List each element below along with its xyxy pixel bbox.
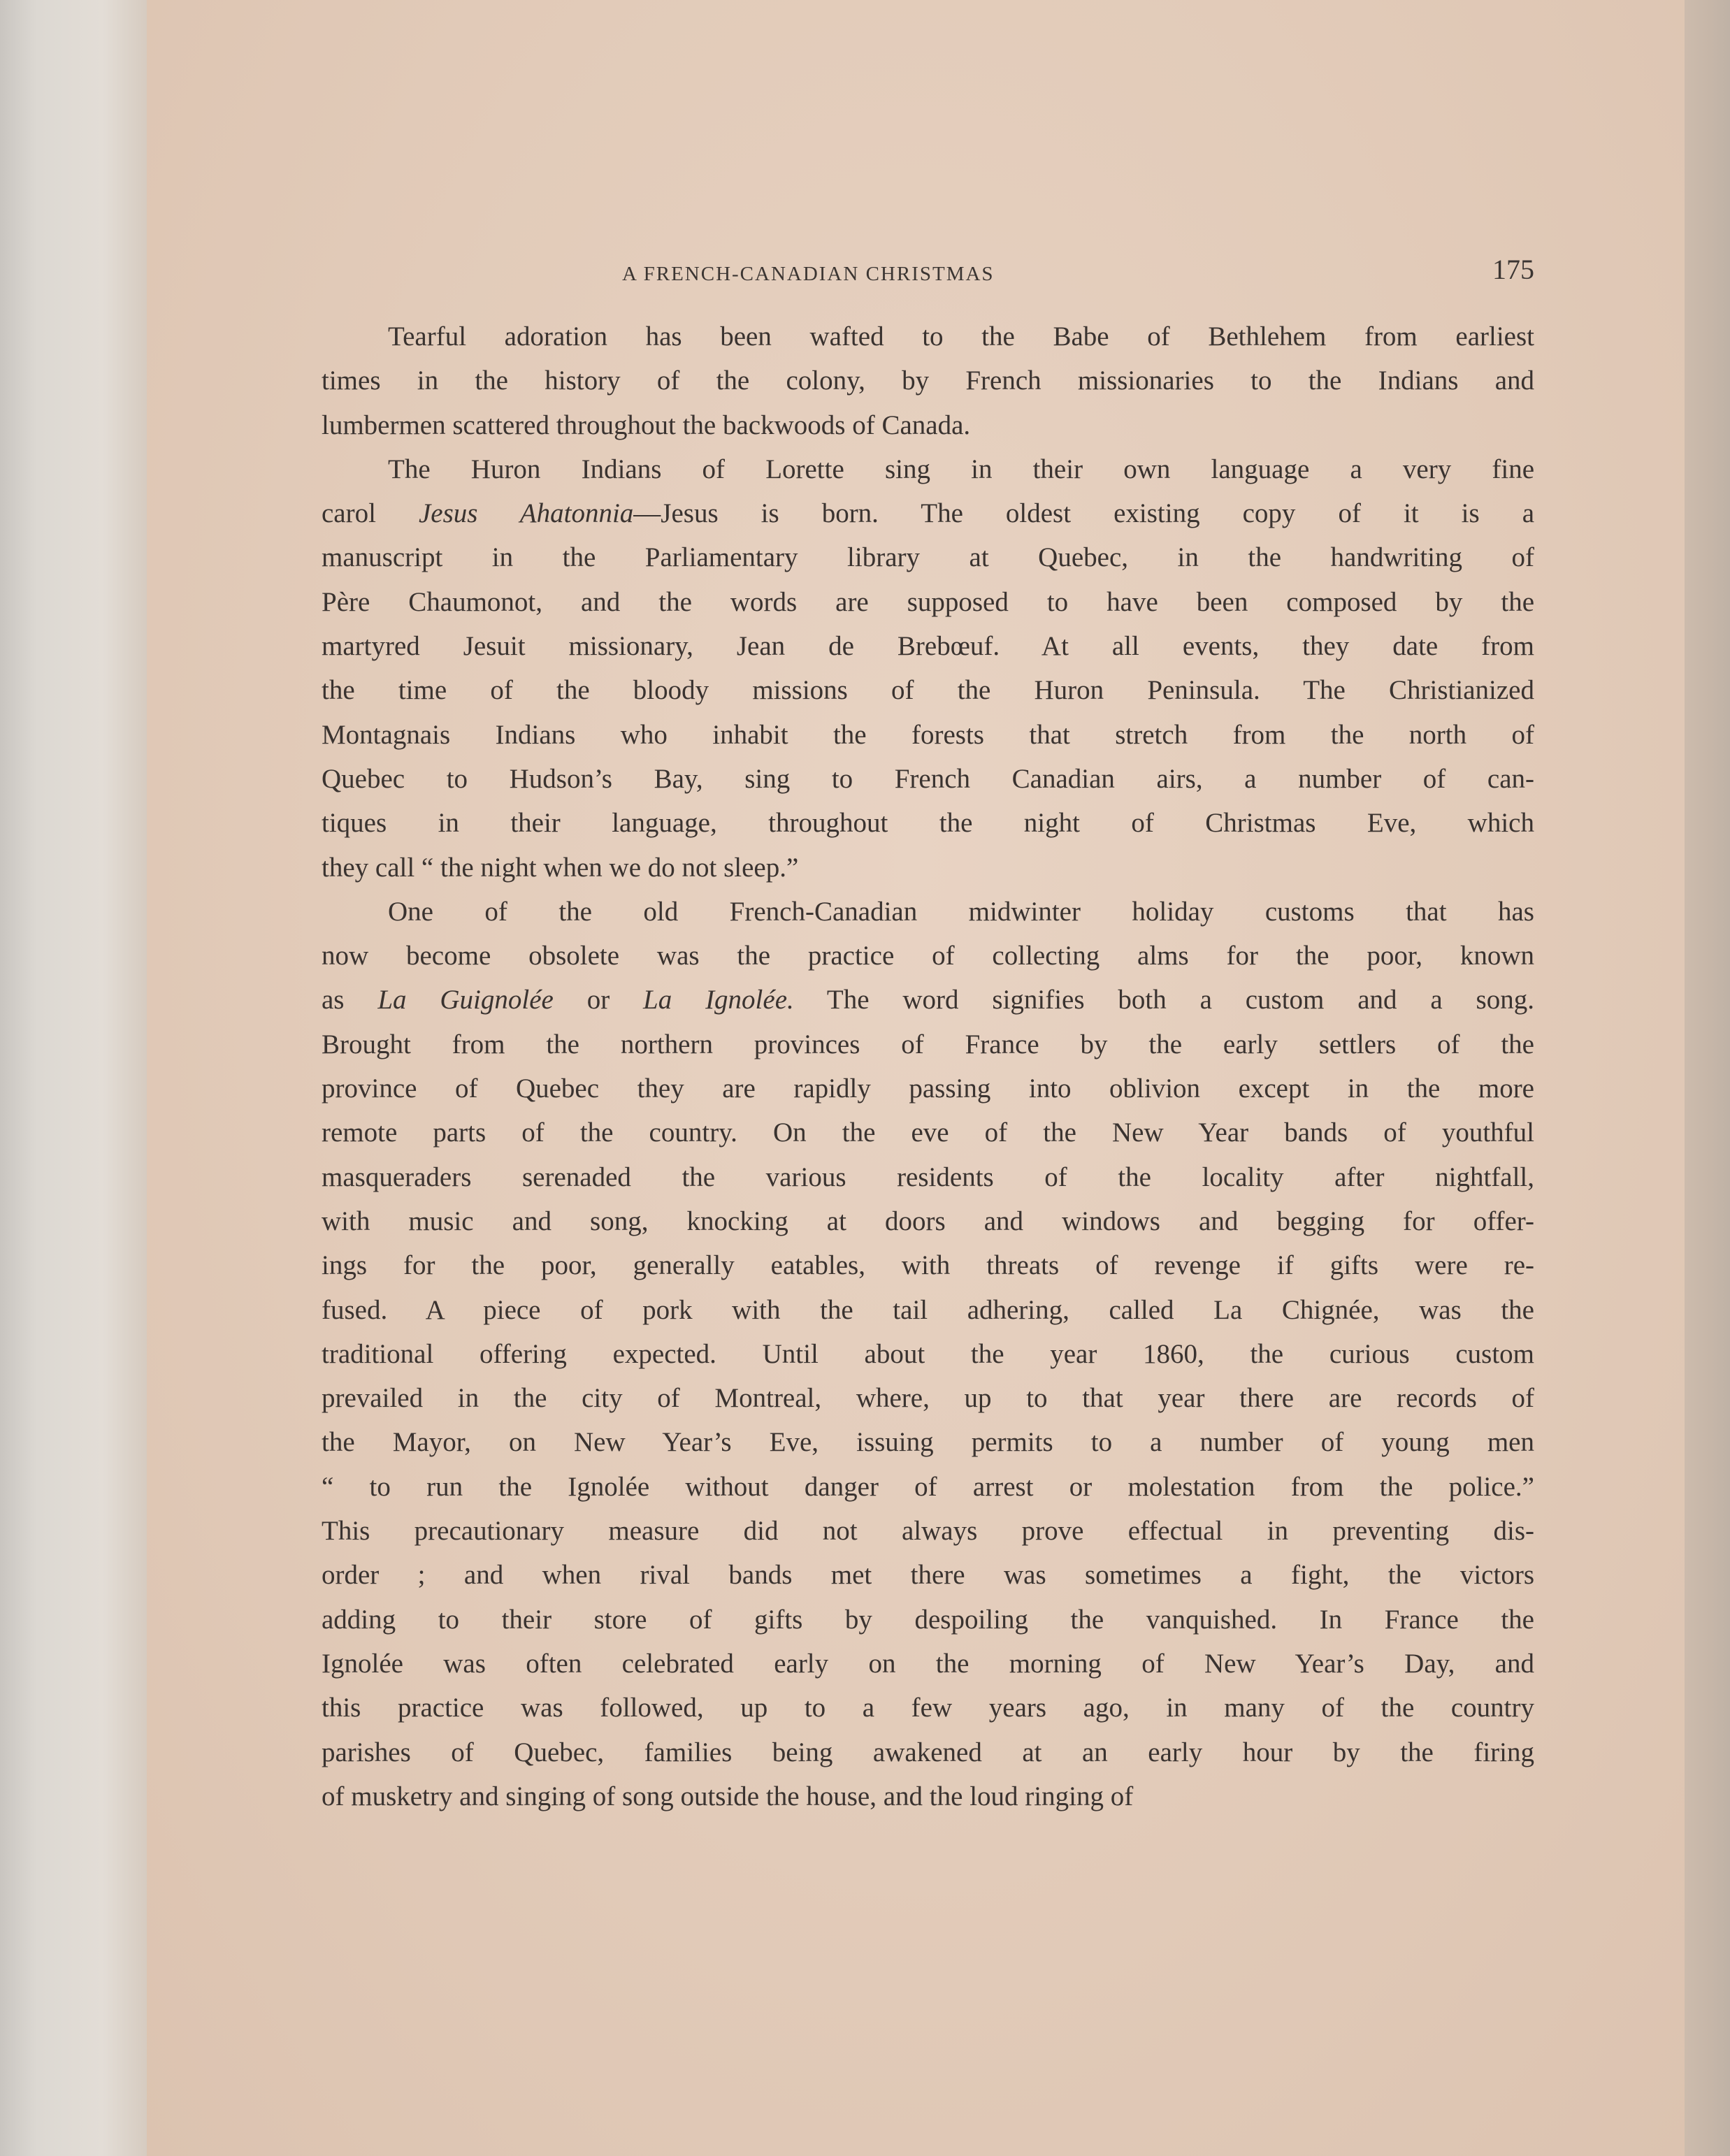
left-page-edge — [0, 0, 147, 2156]
text-line: order ; and when rival bands met there was sometimes a fight, the victors — [322, 1560, 1534, 1591]
text-line: Montagnais Indians who inhabit the forests that stretch from the north of — [322, 719, 1534, 750]
paragraph — [322, 314, 1534, 447]
text-line: of musketry and singing of song outside the house, and the loud ringing of — [322, 1781, 1134, 1811]
text-line: now become obsolete was the practice of collecting alms for the poor, known — [322, 941, 1534, 971]
text-line: One of the old French-Canadian midwinter holiday customs that has — [388, 896, 1534, 927]
text-line: traditional offering expected. Until about the year 1860, the curious custom — [322, 1338, 1534, 1369]
text-line: province of Quebec they are rapidly passing into oblivion except in the more — [322, 1073, 1534, 1104]
right-page-edge — [1681, 0, 1730, 2156]
text-line: with music and song, knocking at doors and windows and begging for offer- — [322, 1206, 1534, 1236]
text-line: “ to run the Ignolée without danger of arrest or molestation from the police.” — [322, 1471, 1534, 1502]
running-title: A FRENCH-CANADIAN CHRISTMAS — [622, 263, 995, 285]
text-line: Père Chaumonot, and the words are supposed to have been composed by the — [322, 586, 1534, 617]
text-line: manuscript in the Parliamentary library at Quebec, in the handwriting of — [322, 542, 1534, 573]
text-line: carol Jesus Ahatonnia—Jesus is born. The oldest existing copy of it is a — [322, 498, 1534, 529]
text-line: parishes of Quebec, families being awakened at an early hour by the firing — [322, 1737, 1534, 1767]
text-line: fused. A piece of pork with the tail adhering, called La Chignée, was the — [322, 1294, 1534, 1325]
page-sheet — [147, 0, 1685, 2156]
text-line: they call “ the night when we do not sleep.” — [322, 852, 799, 883]
text-line: Brought from the northern provinces of France by the early settlers of the — [322, 1029, 1534, 1059]
text-line: Quebec to Hudson’s Bay, sing to French Canadian airs, a number of can- — [322, 763, 1534, 794]
text-line: The Huron Indians of Lorette sing in their own language a very fine — [388, 454, 1534, 484]
text-line: martyred Jesuit missionary, Jean de Brebœuf. At all events, they date from — [322, 631, 1534, 662]
paragraph — [322, 447, 1534, 890]
page-number: 175 — [1492, 254, 1534, 285]
text-line: lumbermen scattered throughout the backwoods of Canada. — [322, 410, 971, 440]
text-line: Tearful adoration has been wafted to the Babe of Bethlehem from earliest — [388, 321, 1534, 352]
text-line: This precautionary measure did not always prove effectual in preventing dis- — [322, 1516, 1534, 1547]
text-line: this practice was followed, up to a few years ago, in many of the country — [322, 1693, 1534, 1723]
text-line: as La Guignolée or La Ignolée. The word signifies both a custom and a song. — [322, 985, 1534, 1015]
paragraph — [322, 890, 1534, 1818]
text-line: times in the history of the colony, by French missionaries to the Indians and — [322, 366, 1534, 396]
text-line: prevailed in the city of Montreal, where, up to that year there are records of — [322, 1383, 1534, 1414]
body-text — [322, 314, 1534, 1818]
text-line: Ignolée was often celebrated early on the morning of New Year’s Day, and — [322, 1648, 1534, 1679]
text-line: the Mayor, on New Year’s Eve, issuing permits to a number of young men — [322, 1427, 1534, 1458]
text-line: tiques in their language, throughout the night of Christmas Eve, which — [322, 808, 1534, 839]
text-line: adding to their store of gifts by despoiling the vanquished. In France the — [322, 1604, 1534, 1635]
text-line: the time of the bloody missions of the Huron Peninsula. The Christianized — [322, 675, 1534, 706]
text-line: remote parts of the country. On the eve of the New Year bands of youthful — [322, 1117, 1534, 1148]
text-line: ings for the poor, generally eatables, with threats of revenge if gifts were re- — [322, 1250, 1534, 1281]
text-line: masqueraders serenaded the various residents of the locality after nightfall, — [322, 1162, 1534, 1192]
